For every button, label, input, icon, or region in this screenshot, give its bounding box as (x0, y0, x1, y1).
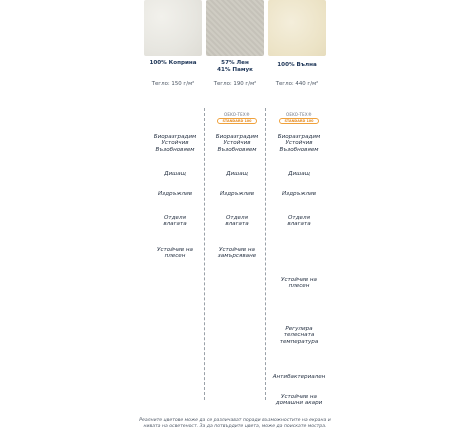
fabric-swatch-wool[interactable] (268, 0, 326, 56)
feature-antibacterial: Антибактериален (272, 374, 326, 380)
material-weight: Тегло: 190 г/м² (213, 81, 257, 87)
fabric-swatch-linen-cotton[interactable] (206, 0, 264, 56)
material-weight: Тегло: 440 г/м² (275, 81, 319, 87)
material-name: 57% Лен 41% Памук (217, 60, 253, 73)
feature-breathable: Дишащ (288, 171, 310, 177)
oeko-tex-badge (214, 112, 260, 126)
material-column-wool (268, 0, 330, 424)
feature-durable: Издръжлив (281, 191, 317, 197)
oeko-tex-title: OEKO-TEX® (224, 112, 250, 117)
feature-durable: Издръжлив (219, 191, 255, 197)
material-column-silk (144, 0, 206, 424)
material-name: 100% Вълна (277, 62, 317, 68)
feature-mold: Устойчив на плесен (157, 247, 193, 260)
oeko-tex-badge (276, 112, 322, 126)
oeko-tex-title: OEKO-TEX® (286, 112, 312, 117)
fabric-swatch-silk[interactable] (144, 0, 202, 56)
material-weight: Тегло: 150 г/м² (151, 81, 195, 87)
feature-durable: Издръжлив (157, 191, 193, 197)
feature-moisture: Отделя влагата (287, 215, 311, 228)
feature-mold: Устойчив на плесен (281, 277, 317, 290)
feature-dust-mites: Устойчив на домашни акари (275, 394, 323, 407)
material-column-linen-cotton (206, 0, 268, 424)
oeko-tex-standard: STANDARD 100 (217, 118, 257, 124)
oeko-tex-standard: STANDARD 100 (279, 118, 319, 124)
feature-stain-resistant: Устойчив на замърсяване (217, 247, 257, 260)
feature-biodegradable: Биоразградим Устойчив Възобновяем (215, 134, 259, 153)
feature-moisture: Отделя влагата (225, 215, 249, 228)
feature-biodegradable: Биоразградим Устойчив Възобновяем (277, 134, 321, 153)
feature-biodegradable: Биоразградим Устойчив Възобновяем (153, 134, 197, 153)
feature-breathable: Дишащ (226, 171, 248, 177)
feature-moisture: Отделя влагата (163, 215, 187, 228)
feature-breathable: Дишащ (164, 171, 186, 177)
color-disclaimer: Реалните цветове може да се различават поради възможностите на екрана и нивата на осветеност. За да потвърдите цвета, може да поискате мостра. (139, 418, 331, 429)
feature-thermoregulation: Регулира телесната температура (279, 326, 319, 345)
material-name: 100% Коприна (149, 60, 197, 66)
